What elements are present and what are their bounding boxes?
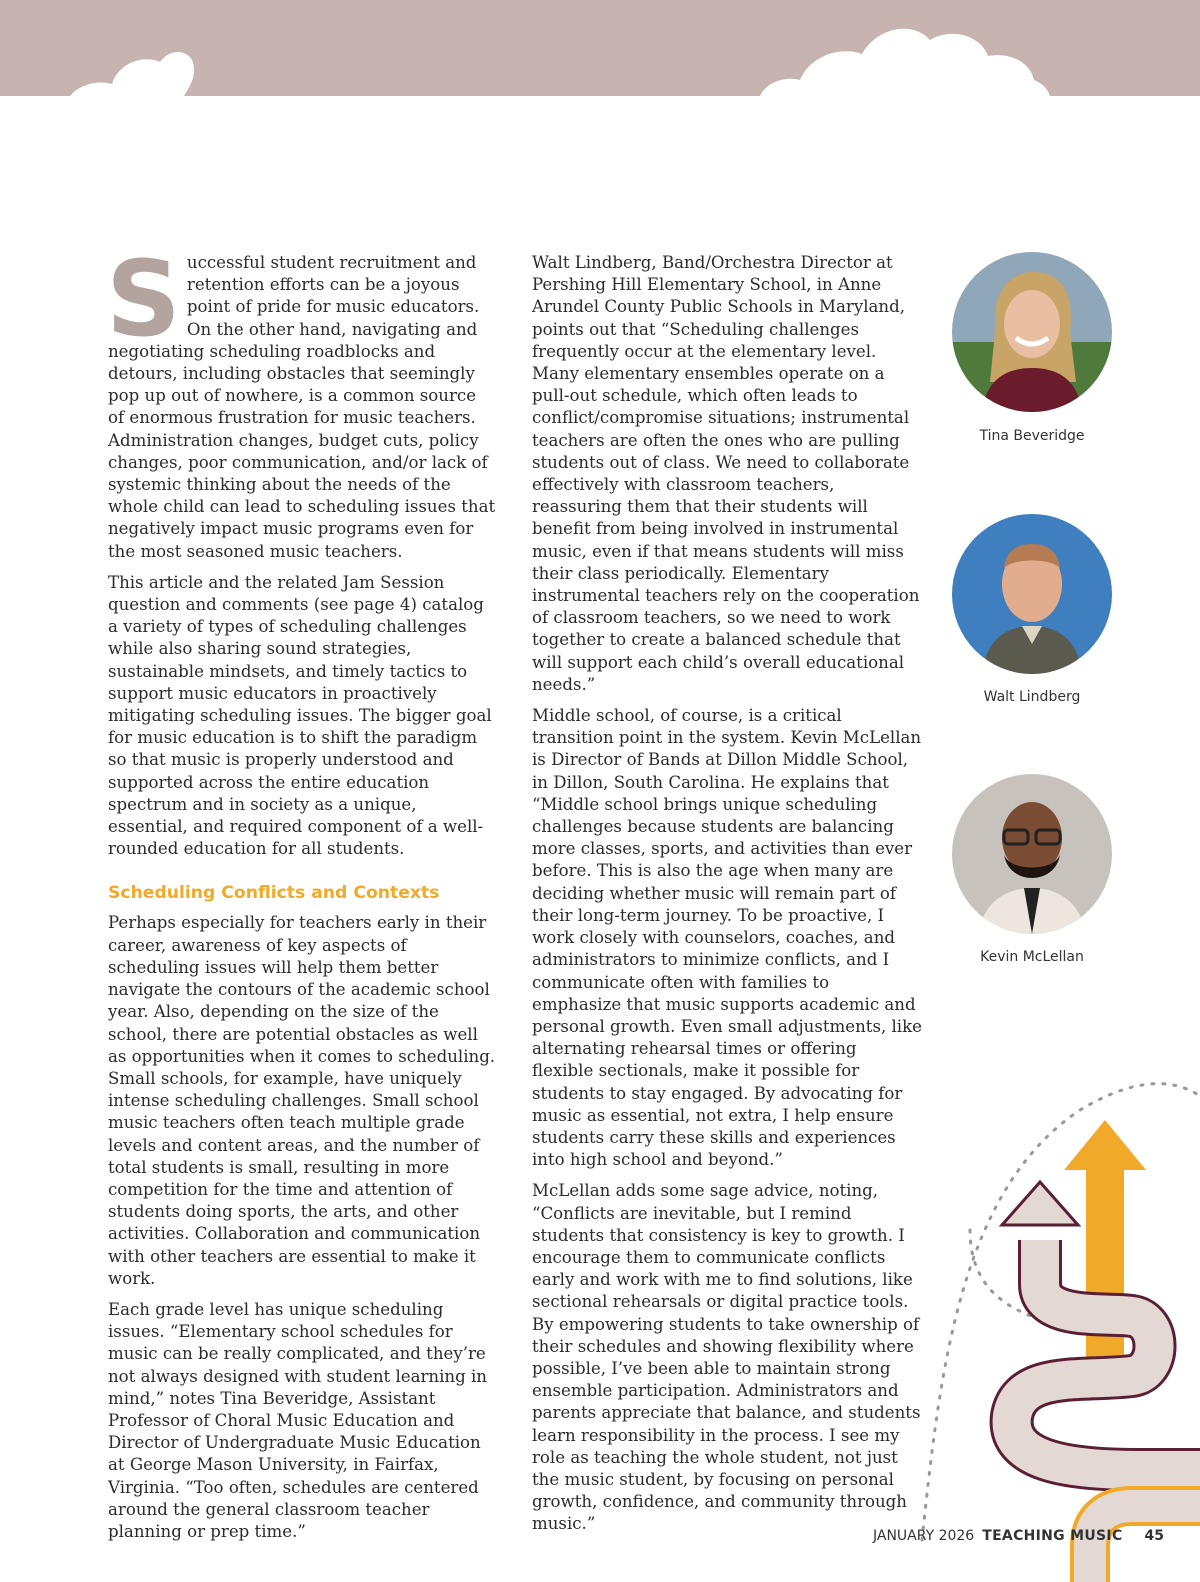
article-paragraph: This article and the related Jam Session question and comments (see page 4) catalog a variety of types of scheduling challenges while also sharing sound strategies, sustainable mindsets, and timely tactics to support music educators in proactively mitigating scheduling issues. The bigger goal for music education is to shift the paradigm so that music is properly understood and supported across the entire education spectrum and in society as a unique, essential, and required component of a well-rounded education for all students. xyxy=(108,572,492,859)
section-subheading: Scheduling Conflicts and Contexts xyxy=(108,883,440,904)
portrait-caption: Walt Lindberg xyxy=(983,689,1081,705)
article-paragraph: Middle school, of course, is a critical transition point in the system. Kevin McLellan is Director of Bands at Dillon Middle School, in Dillon, South Carolina. He explains that “Middle school brings unique scheduling challenges because students are balancing more classes, sports, and activities than ever before. This is also the age when many are deciding whether music will remain part of their long-term journey. To be proactive, I work closely with counselors, coaches, and administrators to minimize conflicts, and I communicate often with families to emphasize that music supports academic and personal growth. Even small adjustments, like alternating rehearsal times or offering flexible sectionals, make it possible for students to stay engaged. By advocating for music as essential, not extra, I help ensure students carry these skills and experiences into high school and beyond.” xyxy=(532,706,922,1170)
article-column-1 xyxy=(106,238,496,1552)
portrait-caption: Kevin McLellan xyxy=(980,949,1084,965)
person-photo-icon xyxy=(952,514,1112,674)
article-paragraph: Each grade level has unique scheduling issues. “Elementary school schedules for music can be really complicated, and they’re not always designed with student learning in mind,” notes Tina Beveridge, Assistant Professor of Choral Music Education and Director of Undergraduate Music Education at George Mason University, in Fairfax, Virginia. “Too often, schedules are centered around the general classroom teacher planning or prep time.” xyxy=(108,1299,487,1541)
portrait-caption: Tina Beveridge xyxy=(979,428,1085,444)
portrait-tina-beveridge xyxy=(952,252,1112,412)
portrait-walt-lindberg xyxy=(952,514,1112,674)
article-paragraph: Walt Lindberg, Band/Orchestra Director at Pershing Hill Elementary School, in Anne Arundel County Public Schools in Maryland, points out that “Scheduling challenges frequently occur at the elementary level. Many elementary ensembles operate on a pull-out schedule, which often leads to conflict/compromise situations; instrumental teachers are often the ones who are pulling students out of class. We need to collaborate effectively with classroom teachers, reassuring them that their students will benefit from being involved in instrumental music, even if that means students will miss their class periodically. Elementary instrumental teachers rely on the cooperation of classroom teachers, so we need to work together to create a balanced schedule that will support each child’s overall educational needs.” xyxy=(532,253,920,694)
magazine-name: TEACHING MUSIC xyxy=(982,1528,1123,1544)
person-photo-icon xyxy=(952,252,1112,412)
article-paragraph: McLellan adds some sage advice, noting, “Conflicts are inevitable, but I remind students that consistency is key to growth. I encourage them to communicate conflicts early and work with me to find solutions, like sectional rehearsals or digital practice tools. By empowering students to take ownership of their schedules and showing flexibility where possible, I’ve been able to maintain strong ensemble participation. Administrators and parents appreciate that balance, and students learn responsibility in the process. I see my role as teaching the whole student, not just the music student, by focusing on personal growth, confidence, and community through music.” xyxy=(532,1181,921,1534)
article-paragraph: Perhaps especially for teachers early in their career, awareness of key aspects of scheduling issues will help them better navigate the contours of the academic school year. Also, depending on the size of the school, there are potential obstacles as well as opportunities when it comes to scheduling. Small schools, for example, have uniquely intense scheduling challenges. Small school music teachers often teach multiple grade levels and content areas, and the number of total students is small, resulting in more competition for the time and attention of students doing sports, the arts, and other activities. Collaboration and communication with other teachers are essential to make it work. xyxy=(108,913,496,1288)
page-footer xyxy=(873,1528,1164,1544)
page-number: 45 xyxy=(1144,1528,1164,1544)
issue-date: JANUARY 2026 xyxy=(872,1528,975,1544)
route-arrows-illustration xyxy=(900,1070,1200,1582)
intro-paragraph xyxy=(106,238,496,563)
portrait-kevin-mclellan xyxy=(952,774,1112,934)
person-photo-icon xyxy=(952,774,1112,934)
header-band-with-clouds xyxy=(0,0,1200,100)
article-column-2 xyxy=(532,252,922,1545)
drop-cap: S xyxy=(106,238,181,360)
intro-paragraph-text: uccessful student recruitment and retention efforts can be a joyous point of pride for music educators. On the other hand, navigating and negotiating scheduling roadblocks and detours, including obstacles that seemingly pop up out of nowhere, is a common source of enormous frustration for music teachers. Administration changes, budget cuts, policy changes, poor communication, and/or lack of systemic thinking about the needs of the whole child can lead to scheduling issues that negatively impact music programs even for the most seasoned music teachers. xyxy=(108,253,496,561)
